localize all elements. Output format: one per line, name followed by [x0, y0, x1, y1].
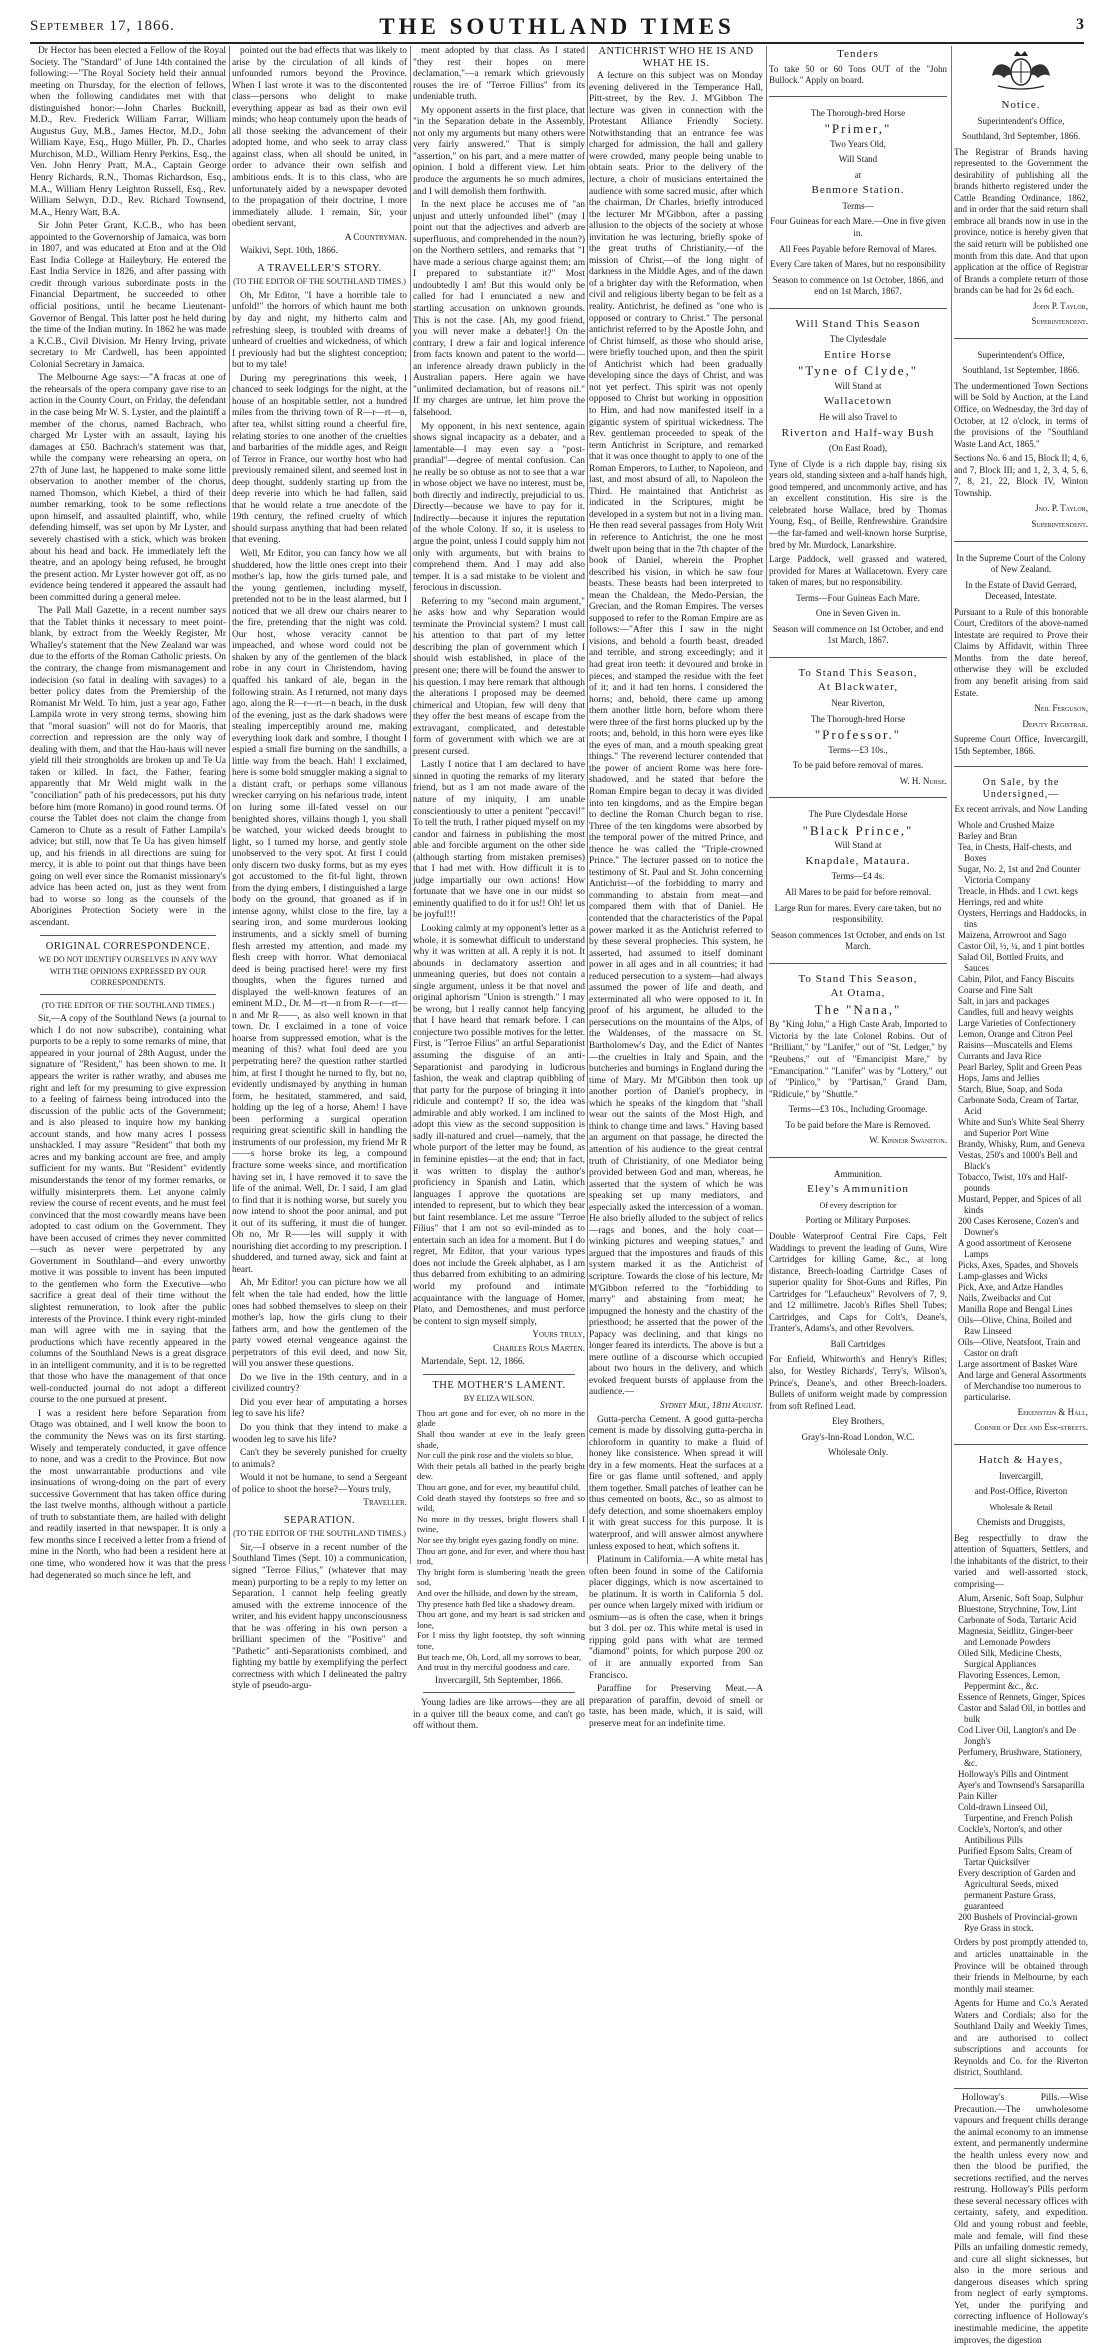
divider — [40, 935, 216, 936]
ad-text: Beg respectfully to draw the attention of Squatters, Settlers, and the inhabitants of the district, to their varied and well-assorted stock, comprising— — [954, 1532, 1088, 1589]
ad-line: Of every description for — [819, 1200, 897, 1210]
ad-text: By "King John," a High Caste Arab, Imported to Victoria by the late Colonel Robins. Out of "Brilliant," by "Lanifer," out of "St. Ledger," by "Reubens," out of "Emancipist Mare," by "Emancipation." "Lanifer" was by "Lottery," out of "Pinlico," by "Partisan," Grand Dam, "Ridicule," by "Shuttle." — [769, 1019, 947, 1099]
letter-closing: Yours truly, — [532, 1330, 585, 1341]
list-item: A good assortment of Kerosene Lamps — [958, 1237, 1072, 1259]
list-item: Vestas, 250's and 1000's Bell and Black's — [958, 1149, 1078, 1171]
notice-text: Pursuant to a Rule of this honorable Court, Creditors of the above-named Intestate are required to Prove their Claims by Affidavit, within Three Months from the date hereof, otherwise they will be excluded from any benefit arising from said Estate. — [954, 606, 1088, 698]
ad-line: To be paid before removal of mares. — [792, 760, 924, 771]
column-4 — [589, 46, 763, 1729]
notice-text: The Registrar of Brands having represented to the Government the desirability of publishing all the brands hitherto registered under the Cattle Branding Ordinance, 1862, and in order that the said return shall embrace all brands now in use in the province, notice is hereby given that the said return will be published one month from this date. And that upon application at the office of Registrar of Brands a complete return of those brands can be had for 2s 6d each. — [954, 146, 1088, 296]
poem-line: Thy bright form is slumbering 'neath the green sod, — [417, 1566, 585, 1588]
poem-title: THE MOTHER'S LAMENT. — [432, 1379, 566, 1391]
letter-paragraph: I was a resident here before Separation from Otago was obtained, and I well know the boon to the community the News was on its first starting. Wisely and temperately conducted, it gave offence to none, and was a credit to the Province. But now the most unwarrantable productions and vile insinuations of wrong-doing on the part of every successive Government that has taken office during the last twelve months, although without a particle of truth to substantiate them, are hailed with delight and readily inserted in that newspaper. It is only a few months since I received a letter from a friend of mine in the North, who had been a resident here at one time, who wondered how it was that the press had degenerated so much since he left, and — [30, 1408, 226, 1581]
ad-text: To take 50 or 60 Tons OUT of the "John Bullock." Apply on board. — [769, 63, 947, 86]
story-question: Did you ever hear of amputating a horses leg to save his life? — [232, 1397, 407, 1420]
poem-line: And over the hillside, and down by the stream, — [417, 1587, 578, 1598]
list-item: Oiled Silk, Medicine Chests, Surgical Appliances — [958, 1648, 1062, 1670]
ad-place: Invercargill, — [998, 1470, 1044, 1481]
ad-place: Benmore Station. — [811, 184, 905, 197]
ad-line: The Clydesdale — [829, 334, 887, 345]
list-item: Large assortment of Basket Ware — [958, 1358, 1078, 1369]
news-item-jamaica-governor: Sir John Peter Grant, K.C.B., who has been appointed to the Governorship of Jamaica, was born in 1807, and was educated at Eton and at the Old East India College at Haileybury. He entered the East India Service in 1826, and after passing with credit through various subordinate posts in the Financial Department, he succeeded to other official positions, until he became Lieutenant-Governor of Bengal. This latter post he held during the time of the Indian mutiny. In 1862 he was made a K.C.B., Civil Division. Mr Henry Irving, private secretary to Mr Cardwell, has been appointed Colonial Secretary in Jamaica. — [30, 221, 226, 370]
ad-text: Tyne of Clyde is a rich dapple bay, rising six years old, standing sixteen and a-half hands high, good tempered, and uncommonly active, and has an excellent constitution. His sire is the celebrated horse Wallace, bred by Thomas Young, Esq., of Beille, Renfrewshire. Grandsire—the far-famed and well-known horse Surprise, bred by Mr. Murdock, Lanarkshire. — [769, 458, 947, 550]
letter-paragraph: My opponent asserts in the first place, that "in the Separation debate in the Assembly, not only my arguments but many others were very fairly answered." That is simply "assertion," on his part, and a mere matter of opinion. I hold a different view. Let him produce the arguments he so much admires, and I will demolish them forthwith. — [413, 105, 585, 197]
letter-paragraph: Sir,—I observe in a recent number of the Southland Times (Sept. 10) a communication, signed "Terroe Filius," (whatever that may mean) purporting to be a reply to my letter on Separation. I cannot help feeling greatly amused with the extreme innocence of the writer, and his evident happy unconsciousness that he was offering in his own person a brilliant specimen of the "Positive" and "Pathetic" anti-Separationists combined, and fighting my battle by exemplifying the perfect correctness with which I delineated the paltry style of pseudo-argu- — [232, 1542, 407, 1692]
list-item: Maizena, Arrowroot and Sago — [958, 929, 1067, 940]
ad-line: He will also Travel to — [819, 412, 897, 423]
poem-line: Cold death stayed thy footsteps so free and so wild, — [417, 1492, 585, 1514]
notice-role: Superintendent. — [1031, 316, 1088, 327]
article-heading: A TRAVELLER'S STORY. — [257, 262, 382, 274]
list-item: Cod Liver Oil, Langton's and De Jongh's — [958, 1725, 1077, 1747]
column-rule — [229, 46, 230, 1564]
horse-name: "Professor." — [814, 727, 902, 743]
ad-text: For Enfield, Whitworth's and Henry's Rifles; also, for Westley Richards', Terry's, Wilson's, Prince's, Deane's, and other Breech-loaders. Bullets of uniform weight made by compression from soft Refined Lead. — [769, 1354, 947, 1411]
list-item: Coarse and Fine Salt — [958, 984, 1033, 995]
ad-terms: Terms—Four Guineas Each Mare. — [796, 592, 920, 603]
ad-line: Will Stand This Season — [795, 317, 921, 330]
list-item: Cockle's, Norton's, and other Antibilious Pills — [958, 1824, 1062, 1846]
list-item: Tea, in Chests, Half-chests, and Boxes — [958, 841, 1072, 863]
poem-line: But teach me, Oh, Lord, all my sorrows to bear, — [417, 1651, 582, 1662]
notice-office: Superintendent's Office, — [977, 115, 1065, 126]
column-rule — [587, 46, 588, 1564]
ad-professor — [769, 662, 947, 798]
ad-line: One in Seven Given in. — [815, 608, 901, 619]
list-item: Pick, Axe, and Adze Handles — [958, 1281, 1063, 1292]
poem-author: BY ELIZA WILSON. — [463, 1394, 535, 1404]
list-item: Hops, Jams and Jellies — [958, 1072, 1040, 1083]
poem-line: No more in thy tresses, bright flowers shall I twine, — [417, 1513, 585, 1535]
story-question: Would it not be humane, to send a Sergeant of police to shoot the horse?—Yours truly, — [232, 1473, 407, 1495]
poem-line: Nor cull the pink rose and the violets so blue, — [417, 1450, 574, 1461]
list-item: Purified Epsom Salts, Cream of Tartar Quicksilver — [958, 1846, 1073, 1868]
ad-firm: Eley Brothers, — [832, 1416, 884, 1427]
list-item: Alum, Arsenic, Soft Soap, Sulphur — [958, 1593, 1084, 1604]
poem-line: Thou art gone and for ever, oh no more in the glade — [417, 1407, 585, 1429]
column-2 — [232, 46, 407, 1692]
ad-line: The Pure Clydesdale Horse — [808, 809, 908, 820]
news-item-pall-mall: The Pall Mall Gazette, in a recent number says that the Tablet thinks it necessary to meet point-blank, by extract from the Weekly Register, Mr Whalley's statement that the New Zealand war was due to the efforts of the Roman Catholic priests. On the contrary, the change from mismanagement and indecision (so fatal in dealing with savages) to a better policy dates from the Premiership of the Romanist Mr Weld. To him, just a year ago, Father Lampila wrote in very strong terms, showing him that "moral suasion" will not do for Maoris, that correction and repression are the only way of dealing with them, and that the Hau-haus will never yield till their strongholds are broken up and Te Ua taken or killed. In fact, the Father, fearing apparently that Mr Weld might walk in the "conciliation" path of his predecessors, put his duty before him (more Romano) in good round terms. Of course the Tablet does not claim the change from Cameron to Chute as a result of Father Lampila's advice; but still, now that Te Ua has given himself up, and his friends in all directions are suing for mercy, it is able to point out that things have been going on well ever since the Romanist missionary's advice has been acted on, just as they went from bad to worse so long as the counsels of the Aborigines Protection Society were in the ascendant. — [30, 606, 226, 929]
letter-paragraph: My opponent, in his next sentence, again shows signal incapacity as a debater, and a lamentable—I may even say a "post-prandial"—degree of mental confusion. Can he really be so obtuse as not to see that a war in whose object we have no interest, must be, both directly and indirectly, prejudicial to us. Directly—because we have to pay for it. Indirectly—because it injures the reputation of the whole Colony. If so, it is useless to argue the point, unless I could supply him not only with arguments, but with brains to comprehend them. And I may add also temper. It is a sad mistake to be violent and ferocious in discussion. — [413, 421, 585, 594]
ad-line: All Fees Payable before Removal of Mares. — [779, 243, 937, 254]
editorial-disclaimer: WE DO NOT IDENTIFY OURSELVES IN ANY WAY WITH THE OPINIONS EXPRESSED BY OUR CORRESPONDENTS. — [38, 955, 218, 988]
sale-items-list — [954, 820, 1088, 1403]
list-item: Oysters, Herrings and Haddocks, in tins — [958, 907, 1087, 929]
article-heading: ANTICHRIST WHO HE IS AND WHAT HE IS. — [598, 46, 754, 69]
list-item: Ayer's and Townsend's Sarsaparilla — [958, 1780, 1085, 1791]
story-paragraph: Ah, Mr Editor! you can picture how we all felt when the tale had ended, how the little ones had sobbed themselves to sleep on their mother's lap, how the girls clung to their fathers arm, and how the gentlemen of the party vowed eternal vengeance against the perpetrators of this evil deed, and now Sir, will you answer these questions. — [232, 1278, 407, 1370]
list-item: Barley and Bran — [958, 830, 1017, 841]
list-item: Lamp-glasses and Wicks — [958, 1270, 1048, 1281]
ad-place: At Blackwater, — [817, 681, 899, 694]
column-rule — [766, 46, 767, 1564]
letter-paragraph: Looking calmly at my opponent's letter as a whole, it is somewhat difficult to understand why it was written at all. A reply it is not. It abounds in declamatory assertion and unmeaning queries, but does not contain a single argument, unless it be that novel and original aphorism "Union is strength." I may be wrong, but I really cannot help fancying that I have heard that remark before. I can conjecture two possible motives for the letter. First, is "Terroe Filius" an artful Separationist assuming the disguise of an anti-Separationist and parodying in ludicrous fashion, the weak and claptrap quibbling of that party for the purpose of bringing it into ridicule and contempt? If so, the idea was admirable and ably worked. I am inclined to adopt this view as the second supposition is sadly ill-natured and cruel—namely, that the whole purport of the letter may be found, as in feminine epistles—at the end; that in fact, it was written to display the author's proficiency in Spanish and Latin, which languages I approve the quotations are intended to represent, but to which they bear but faint resemblance. Let me assure "Terroe Filius" that I am not so evil-minded as to entertain such an idea for a moment. But I do regret, Mr Editor, that your various types does not include the Greek alphabet, as I am thus debarred from exhibiting to an admiring world my profound and intimate acquaintance with the language of Homer, Plato, and Demosthenes, and must perforce be content to sign myself simply, — [413, 924, 585, 1327]
list-item: Manilla Rope and Bengal Lines — [958, 1303, 1073, 1314]
ad-signature: W. Kinneir Swanston. — [869, 1135, 947, 1146]
poem-line: Nor see thy bright eyes gazing fondly on mine. — [417, 1535, 579, 1546]
letter-paragraph: Lastly I notice that I am declared to have sinned in quoting the remarks of my literary friend, but as I am not made aware of the nature of my iniquity, I am unable conscientiously to utter a penitent "peccavi!" To tell the truth, I rather piqued myself on my candor and fairness in publishing the most able and forcible argument on the other side (although starting from mistaken premises) that I had met with. How difficult it is to judge impartially our own actions! How fortunate that we have one in our midst so eminently qualified to do it for us!! Oh! let us be joyful!!! — [413, 760, 585, 921]
story-question: Can't they be severely punished for cruelty to animals? — [232, 1448, 407, 1470]
poem-line: And trust in thy merciful goodness and care. — [417, 1662, 570, 1673]
letter-paragraph: Referring to my "second main argument," he asks how and why Separation would terminate the Provincial system? I must call his attention to that part of my letter describing the plan of government which I should wish established, in place of the present one; there will be found the answer to his question. I may here remark that although the alterations I proposed may be deemed chimerical and Utopian, few will deny that they offer the best means of escape from the extravagant, complicated, and detestable form of government with which we are at present cursed. — [413, 596, 585, 757]
letter-paragraph: ment adopted by that class. As I stated "they rest their hopes on mere declamation,"—a remark which grievously rouses the ire of "Terroe Fillius" from its undeniable truth. — [413, 46, 585, 103]
story-question: Do we live in the 19th century, and in a civilized country? — [232, 1372, 407, 1395]
poem-line: Thy presence hath fled like a shadowy dream. — [417, 1598, 575, 1609]
ad-line: Wholesale Only. — [828, 1447, 888, 1458]
ad-terms: Terms—£3 10s., Including Groomage. — [788, 1104, 928, 1115]
ad-line: Every Care taken of Mares, but no responsibility — [770, 259, 946, 270]
ad-place: Riverton and Half-way Bush — [781, 426, 935, 439]
ad-line: Season to commence on 1st October, 1866, and end on 1st March, 1867. — [772, 274, 944, 297]
list-item: Flavoring Essences, Lemon, Peppermint &c., &c. — [958, 1670, 1060, 1692]
divider — [423, 1692, 575, 1693]
list-item: 200 Bushels of Provincial-grown Rye Grass in stock. — [958, 1912, 1078, 1934]
ad-line: Porting or Military Purposes. — [805, 1215, 911, 1226]
notice-date: Southland, 3rd September, 1866. — [961, 131, 1081, 142]
news-item-gutta-percha: Gutta-percha Cement. A good gutta-percha cement is made by dissolving gutta-percha in chloroform in quantity to make a fluid of honey like consistence. When spread it will dry in a few moments. Heat the surfaces at a fire or gas flame until softened, and apply them together. Small patches of leather can be thus cemented on boots, &c., so as almost to defy detection, and some shoemakers employ it with great success for this purpose. It is waterproof, and will answer almost anywhere unless exposed to heat, which softens it. — [589, 1414, 763, 1552]
list-item: Candles, full and heavy weights — [958, 1006, 1074, 1017]
list-item: Large Varieties of Confectionery — [958, 1017, 1076, 1028]
list-item: Herrings, red and white — [958, 896, 1043, 907]
notice-brands — [954, 94, 1088, 339]
news-item-opera-fracas: The Melbourne Age says:—"A fracas at one of the rehearsals of the opera company gave rise to an action in the County Court, on Friday, the defendant in the case being Mr W. S. Lyster, and the plaintiff a member of the chorus, named Bachrach, who charged Mr Lyster with an assault, laying his damages at £50. Bachrach's statement was that, while the company were rehearsing an opera, on 27th of June last, he happened to make some little observation to another member of the chorus, named Thomson, which Kiebel, a third of their number remarking, took to be some reflections upon himself, and assaulted plaintiff, who, while defending himself, was set upon by Mr Lyster, and severely chastised with a stick, which was broken about his head and back. He immediately left the theatre, and an apology being refused, he brought the present action. Mr Lyster however got off, as no evidence being tendered it appeared the assault had been committed during a general melee. — [30, 373, 226, 603]
ad-firm: Hatch & Hayes, — [978, 1453, 1064, 1466]
letter-signature: A Countryman. — [344, 232, 407, 243]
ad-line: To be paid before the Mare is Removed. — [785, 1119, 931, 1130]
list-item: Every description of Garden and Agricultural Seeds, mixed permanent Pasture Grass, guaranteed — [958, 1868, 1076, 1912]
ad-line: Entire Horse — [824, 348, 892, 361]
notice-signature: Neil Ferguson, — [1034, 703, 1088, 714]
ad-line: The Thorough-bred Horse — [810, 713, 906, 724]
ad-text: Orders by post promptly attended to, and articles unattainable in the Province will be obtained through their friends in Melbourne, by each monthly mail steamer. — [954, 1937, 1088, 1994]
ad-terms: Terms—£4 4s. — [831, 871, 885, 882]
ad-place: Knapdale, Mataura. — [805, 854, 911, 867]
ad-nana — [769, 968, 947, 1158]
ad-line: Ex recent arrivals, and Now Landing — [954, 804, 1088, 815]
ad-line: Large Run for mares. Every care taken, but no responsibility. — [774, 902, 942, 925]
letter-paragraph: Sir,—A copy of the Southland News (a journal to which I do not now subscribe), containing what purports to be a reply to some remarks of mine, that appeared in your journal of 28th August, under the signature of "Resident," has been shown to me. It appears the writer is rather wrathy, and abuses me right and left for my presuming to give expression to a feeling of fairness being introduced into the discussion of the public acts of the Government; and is also pleased to inquire how my banking account stands, and how many acres I possess unshackled. I may assure "Resident" that both my acres and my banking account are free, and amply sufficient for my wants. But "Resident" evidently misunderstands the tenor of my former remarks, or wilfully misinterprets them. Let anyone calmly review the course of recent events, and he must feel convinced that the most cowardly means have been adopted to cast odium on the Government. They have been accused of crimes they never committed—such as never were perpetrated by any Government in Southland—and every unworthy motive it was possible to invent has been imputed to the gentlemen who form the Executive—who sacrifice a great deal of their time without the slightest remuneration, to look after the public interests of the Province. I think every right-minded man will agree with me in saying that the productions which have recently appeared in the columns of the Southland News is a great disgrace in an intelligent community, and it is to be regretted that those who have the management of that once well-conducted journal do not adopt a different course to the one pursued at present. — [30, 1014, 226, 1406]
list-item: Starch, Blue, Soap, and Soda — [958, 1083, 1063, 1094]
list-item: Whole and Crushed Maize — [958, 819, 1055, 830]
list-item: Castor Oil, ½, ¼, and 1 pint bottles — [958, 940, 1085, 951]
letter-address: (TO THE EDITOR OF THE SOUTHLAND TIMES.) — [41, 1000, 215, 1010]
story-paragraph: Well, Mr Editor, you can fancy how we all shuddered, how the little ones crept into their mother's lap, how the girls turned pale, and the young gentlemen, including myself, pretended not to be in the least alarmed, but I noticed that we all drew our chairs nearer to the fire, pretending that the night was cold. Our host, whose veracity cannot be impeached, and whose word could not be shaken by any of the gentlemen of the black robe in any court in Christendom, having quaffed his tankard of ale, began in the following strain. As I returned, not many days ago, along the R—r—rt—n beach, in the dusk of the evening, just as the dark shadows were stealing imperceptibly around me, making everything look dark and sombre, I thought I espied a small fire burning on the sandhills, a little way from the beach. Hah! I exclaimed, here is some bold smuggler making a signal to a distant craft, or perhaps some villanous wrecker carrying on his nefarious trade, intent on luring some ill-fated vessel on our benighted shores, villains though I, you shall be watched, your wicked deeds brought to light, so I turned my horse, and gently stole unobserved to the very spot. At first I could only discern two dusky forms, but as my eyes got accustomed to the fit-ful light, thrown from the dying embers, I distinguished a large body on the ground, that groaned as if in intense agony, whilst close to the fire, lay a searing iron, and some murderous looking instruments, and a sickly smell of burning flesh arrested my attention, and made my flesh creep with horror. What demoniacal deed is being practised here! were my first thoughts, when the figures turned and displayed the well-known features of an eminent M.D., Dr. M—rt—n from R—r—rt—n and Mr R——, as also well known in that town. Dr. I exclaimed in a tone of voice hoarse from suppressed emotion, what is the meaning of this? what foul deed are you perpetrating here? the question rather startled him, at first I thought he turned to fly, but no, evidently undismayed by anything in human form, he hesitated, stammered, and said, holding up the leg of a horse, Ahem! I have been performing a surgical operation requiring great scientific skill in handling the instruments of our profession, my friend Mr R——s horse broke its leg, a compound fracture some weeks since, and mortification having set in, I have removed it to save the life of the animal. Well, Dr. I said, I am glad to find that it is nothing worse, but surely you now intend to shoot the poor animal, and put it out of its suffering, it must die of hunger. Oh no, Mr R——les will supply it with nourishing diet according to my prescription. I shuddered, and turned away, sick and faint at heart. — [232, 548, 407, 1275]
list-item: Oils—Olive, China, Boiled and Raw Linseed — [958, 1314, 1072, 1336]
list-item: Carbonate Soda, Cream of Tartar, Acid — [958, 1094, 1079, 1116]
column-rule — [951, 46, 952, 1564]
horse-name: "Primer," — [824, 121, 892, 137]
list-item: Holloway's Pills and Ointment — [958, 1769, 1069, 1780]
list-item: Perfumery, Brushware, Stationery, &c. — [958, 1747, 1083, 1769]
notice-supreme-court — [954, 546, 1088, 768]
poem-line: With their petals all bathed in the pearly bright dew. — [417, 1460, 585, 1482]
list-item: 200 Cases Kerosene, Cozen's and Downer's — [958, 1215, 1079, 1237]
ad-line: Will Stand at — [834, 380, 882, 391]
ad-line: Two Years Old, — [830, 138, 886, 149]
ad-text: Double Waterproof Central Fire Caps, Felt Waddings to prevent the leading of Guns, Wire Cartridges for killing Game, &c., at long distance, Breech-loading Cartridge Cases of superior quality for Shot-Guns and Rifles, Pin Cartridges for "Lefaucheux" Revolvers of 7, 9, and 12 millimetre. Jacob's Rifles Shell Tubes; Cartridges, and Caps for Colt's, Deane's, Tranter's, Adams's, and other Revolvers. — [769, 1231, 947, 1334]
ad-line: Wholesale & Retail — [989, 1502, 1053, 1512]
divider — [40, 994, 216, 995]
notice-role: Superintendent. — [1031, 518, 1088, 529]
chemist-items-list — [954, 1593, 1088, 1934]
list-item: Nails, Zweibacks and Cut — [958, 1292, 1051, 1303]
notice-office: Supreme Court Office, Invercargill, 15th September, 1866. — [954, 734, 1088, 756]
news-item-royal-society: Dr Hector has been elected a Fellow of the Royal Society. The "Standard" of June 14th contained the following:—"The Royal Society held their annual meeting on Thursday, for the election of fellows, when the following candidates met with that distinguished honor:—John Charles Bucknill, M.D., Rev. Frederick William Farrar, William Augustus Guy, M.B., James Hector, M.D., John William Kaye, Esq., Hugo Müller, Ph. D., Charles Murchison, M.D., William Henry Perkins, Esq., the Ven. John Henry Pratt, M.A., Captain George Henry Richards, R.N., Thomas Richardson, Esq., M.A., William Henry Leighton Russell, Esq., Rev. William Selwyn, D.D., Rev. Richard Townsend, M.A., Henry Watt, B.A. — [30, 46, 226, 218]
list-item: Treacle, in Hhds. and 1 cwt. kegs — [958, 885, 1078, 896]
poem-line: Thou art gone, and my heart is sad stricken and lone, — [417, 1609, 585, 1630]
notice-title: Notice. — [1001, 99, 1041, 111]
page-number: 3 — [1076, 16, 1084, 33]
poem-line: For I miss thy light footstep, thy soft winning tone, — [417, 1630, 585, 1651]
notice-signature: John P. Taylor, — [1033, 300, 1088, 311]
list-item: Currants and Java Rice — [958, 1050, 1042, 1061]
notice-text: The undermentioned Town Sections will be Sold by Auction, at the Land Office, on Wednesday, the 3rd day of October, at 12 o'clock, in terms of the provisions of the "Southland Waste Land Act, 1865." — [954, 380, 1088, 449]
notice-title: In the Supreme Court of the Colony of New Zealand. — [956, 552, 1086, 575]
ad-heading: On Sale, by the Undersigned,— — [982, 777, 1060, 800]
ad-line: (On East Road), — [828, 443, 888, 454]
list-item: Salt, in jars and packages — [958, 995, 1050, 1006]
list-item: Essence of Rennets, Ginger, Spices — [958, 1692, 1086, 1703]
ad-place: Wallacetown — [823, 395, 893, 408]
ad-address: Gray's-Inn-Road London, W.C. — [801, 1431, 915, 1442]
ad-eley-ammunition — [769, 1162, 947, 1469]
list-item: Bluestone, Strychnine, Tow, Lint — [958, 1604, 1077, 1615]
article-source: Sydney Mail, 18th August. — [660, 1400, 763, 1411]
poem-line: Shall thou wander at eve in the leafy green shade, — [417, 1429, 585, 1450]
letter-paragraph: pointed out the bad effects that was likely to arise by the circulation of all kinds of unfounded rumors beyond the Province. When I last wrote it was to the discontented class—persons who delight to make everything appear as bad as their own evil minds; who heap contumely upon the heads of all those seeking the advancement of their adopted home, and who seek to array class against class, when all should be united, in order to advance their own selfish and ambitious ends. It is to this class, who are unfortunately aided by a newspaper devoted to the propagation of their doctrine, I more immediately allude. I remain, Sir, your obedient servant, — [232, 46, 407, 230]
ad-line: Will Stand at — [834, 840, 882, 851]
notice-signature: Jno. P. Taylor, — [1035, 503, 1088, 514]
story-paragraph: During my peregrinations this week, I chanced to seek lodgings for the night, at the house of an hospitable settler, not a hundred miles from the thriving town of R—r—rt—n, after tea, whilst sitting round a cheerful fire, relating stories to one another of the cruelties and barbarities of the middle ages, and Reign of Terror in France, our worthy host who had previously remained silent, and seemed lost in deep thought, suddenly starting up from the deep reverie into which he had fallen, said that he would relate a true anecdote of the 19th century, the refined cruelty of which should surpass anything that had been related that evening. — [232, 373, 407, 546]
news-item-arrows: Young ladies are like arrows—they are all in a quiver till the beaux come, and can't go off without them. — [413, 1698, 585, 1732]
list-item: White and Sun's White Seal Sherry and Superior Port Wine — [958, 1116, 1085, 1138]
ad-place: and Post-Office, Riverton — [974, 1486, 1068, 1497]
letter-paragraph: In the next place he accuses me of "an unjust and utterly unfounded libel" (may I point out that the adjectives and adverb are superfluous, and comprehended in the noun?) on the Northern settlers, and remarks that "I have made a serious charge against them; am I prepared to substantiate it?" Most undoubtedly I am! But this would only be called for had I enunciated a new and startling accusation on unknown grounds. This is not the case. [Ah, my good friend, you will never make a debater!] On the contrary, I drew a fair and logical inference from facts known and patent to the world—an inference already drawn publicly in the Australian papers. Here again we have "unlimited declamation, but of reasons nil." If my charges are untrue, let him prove the falsehood. — [413, 200, 585, 418]
ad-primer — [769, 101, 947, 309]
ad-terms: Four Guineas for each Mare.—One in five given in. — [770, 216, 946, 239]
poem-place-date: Invercargill, 5th September, 1866. — [434, 1675, 564, 1686]
list-item: Carbonate of Soda, Tartaric Acid — [958, 1615, 1077, 1626]
list-item: Tobacco, Twist, 10's and Half-pounds — [958, 1171, 1068, 1193]
ad-text: Agents for Hume and Co.'s Aerated Waters and Cordials; also for the Southland Daily and Weekly Times, and are authorised to collect subscriptions and accounts for Reynolds and Co. for the Riverton district, Southland. — [954, 1998, 1088, 2078]
ad-text: Large Paddock, well grassed and watered, provided for Mares at Wallacetown. Every care taken of mares, but no responsibility. — [769, 554, 947, 588]
notice-estate: In the Estate of David Gerrard, Deceased, Intestate. — [965, 579, 1077, 602]
notice-office: Superintendent's Office, — [977, 349, 1065, 360]
column-3 — [413, 46, 585, 1732]
ad-hatch-hayes — [954, 1449, 1088, 2089]
divider — [423, 1374, 575, 1375]
list-item: Pain Killer — [958, 1791, 998, 1802]
letter-address: (TO THE EDITOR OF THE SOUTHLAND TIMES.) — [233, 277, 406, 287]
ad-holloway-pills: Holloway's Pills.—Wise Precaution.—The unwholesome vapours and frequent chills derange the animal economy to an immense extent, and permanently undermine the health unless every now and then the blood be purified, the secretions rectified, and the nerves restrung. Holloway's Pills perform these several necessary offices with certainty, safety, and expedition. Old and young robust and feeble, male and female, will find these Pills an unfailing domestic remedy, and cure all slight sicknesses, but also in the more serious and dangerous diseases which spring from neglect of early symptoms. Yet, under the purifying and correcting influence of Holloway's inestimable medicine, the appetite improves, the digestion — [954, 2093, 1088, 2346]
story-question: Do you think that they intend to make a wooden leg to save his life? — [232, 1422, 407, 1445]
notice-text: Sections No. 6 and 15, Block II; 4, 6, and 7, Block III; and 1, 2, 3, 4, 5, 6, 7, 8, 21, 22, Block IV, Winton Township. — [954, 453, 1088, 498]
story-paragraph: Oh, Mr Editor, "I have a horrible tale to unfold!" the horrors of which haunt me both by day and night, my hitherto calm and refreshing sleep, is troubled with dreams of unheard of cruelties and wickedness, of which I previously had but the slightest conception; but to my tale! — [232, 290, 407, 371]
letter-signature: Charles Rous Marten. — [492, 1343, 585, 1354]
ad-line: Will Stand — [838, 154, 878, 165]
issue-date: September 17, 1866. — [30, 18, 175, 34]
poem-body — [413, 1408, 585, 1673]
article-heading: SEPARATION. — [283, 1514, 356, 1526]
column-1 — [30, 46, 226, 1581]
horse-name: "Black Prince," — [802, 822, 914, 838]
list-item: Cold-drawn Linseed Oil, Turpentine, and French Polish — [958, 1802, 1073, 1824]
column-5 — [769, 46, 947, 1564]
poem-line: Thou art gone, and for ever, my beautiful child, — [417, 1482, 581, 1493]
ad-terms-heading: Terms— — [842, 200, 874, 211]
ad-line: Near Riverton, — [831, 697, 885, 708]
ad-signature: W. H. Nurse. — [899, 775, 947, 786]
newspaper-title: THE SOUTHLAND TIMES — [379, 14, 735, 39]
ad-on-sale — [954, 771, 1088, 1445]
article-paragraph: A lecture on this subject was on Monday evening delivered in the Temperance Hall, Pitt-street, by the Rev. J. M'Gibbon The lecture was given in connection with the Protestant Alliance Friendly Society. Notwithstanding that an entrance fee was charged for admission, the hall and gallery were crowded, many people being unable to obtain seats. Prior to the delivery of the lecture, a choir of musicians entertained the audience with some sacred music, after which the chairman, Dr Charles, briefly introduced the lecturer Mr M'Gibbon, after a passing allusion to the objects of the society at whose invitation he was lecturing, briefly spoke of the great truths of Christianity,—of the mission of Christ,—of the long night of darkness in the Middle Ages, and of the dawn of a brighter day with the Reformation, when civil and religious liberty began to be felt as a reality. Antichrist, he defined as "one who is opposed or contrary to Christ." The personal antichrist referred to by the Apostle John, and of Christ himself, as those who should arise, were briefly touched upon, and then the spirit of Antichrist which had been gradually developing since the days of Christ, and was not yet perfect. This spirit was not openly opposed to Christ but working in opposition to Him, and had now manifested itself in a gigantic system of spiritual wickedness. The Rev. gentleman proceeded to speak of the term Antichrist in Scripture, and remarked that it was once thought to apply to one of the Roman Emperors, to Luther, to Napoleon, and last, and most absurd of all, to Napoleon the Third. He maintained that Antichrist as indicated in the Scriptures, might be developed in a system but not in a living man. He then read several passages from Holy Writ in reference to Antichrist, the one he most dwelt upon being that in the 7th chapter of the book of Daniel, wherein the Prophet described his vision, in which he saw four beasts. These beasts had been interpreted to mean the Chaldean, the Medo-Persian, the Grecian, and the Roman Empires. The verses supposed to refer to the Roman Empire are as follows:—"After this I saw in the night visions, and behold a fourth beast, dreaded and terrible, and strong exceedingly; and it had great iron teeth: it devoured and broke in pieces, and stamped the residue with the feet of it; and it had ten horns. I considered the horns; and, behold, there came up among them another little horn, before whom there were three of the first horns plucked up by the roots; and, behold, in this horn were eyes like the eyes of man, and a mouth speaking great things." The reverend lecturer contended that the power of ancient Rome was here fore-shadowed, and he stated that before the Roman Empire began to decay it was divided into ten kingdoms, and as the Empire began to decline the Roman Church began to rise. Three of the ten kingdoms were absorbed by the temporal power of the mitred Prince, and thence he was called the "Triple-crowned Prince." The lecturer passed on to notice the testimony of St. Paul and St. John concerning Antichrist—of the forbidding to marry and commanding to abstain from meat—and compared them with that of Daniel. He contended that the characteristics of the Papal power marked it as the Antichrist referred to by these several prophecies. This system, he asserted, had assumed to itself dominant power in all ages and in all countries; it had reduced persecution to a system—had always assumed the power of life and death, and exterminated all who were opposed to it. In proof of his argument, he alluded to the persecutions on the mountains of the Alps, of the Waldenses, of the massacre on St. Bartholomew's Day, and the Edict of Nantes—the cruelties in Italy and Spain, and the butcheries and burnings in England during the time of Mary. Mr M'Gibbon then took up another portion of Daniel's prophecy, in which he speaks of the kingdom that "shall wear out the saints of the Most High, and think to change time and laws." Having based an argument on that passage, he directed the attention of his audience to the great central truth of Christianity, of one Mediator being provided between God and man, whereas, he asserted that the system of which he was speaking set up many mediators, and especially asked the intercession of a woman. He also briefly alluded to the subject of relics—rags and bones, and the holy coat—winking pictures and weeping statues," and argued that the impostures and frauds of this system marked it as the Antichrist of scripture. Towards the close of his lecture, Mr M'Gibbon referred to the "forbidding to marry" and abstaining from meat; he impugned the honesty and the chastity of the priesthood; he asserted that the power of the Papacy was declining, and that kings no longer feared its interdicts. The above is but a mere outline of a discourse which occupied about two hours in the delivery, and which evoked frequent bursts of applause from the audience.— — [589, 71, 763, 1398]
ad-signature: Eekenstein & Hall, — [1017, 1406, 1088, 1417]
horse-name: "Tyne of Clyde," — [797, 363, 919, 379]
ad-line: at — [854, 169, 862, 180]
ad-line: All Mares to be paid for before removal. — [785, 886, 931, 897]
list-item: Magnesia, Seidlitz, Ginger-beer and Lemonade Powders — [958, 1626, 1073, 1648]
list-item: Raisins—Muscatells and Elems — [958, 1039, 1073, 1050]
notice-town-sections — [954, 343, 1088, 542]
horse-name: The "Nana," — [814, 1001, 902, 1017]
list-item: Cabin, Pilot, and Fancy Biscuits — [958, 973, 1074, 984]
letter-place-date: Martendale, Sept. 12, 1866. — [421, 1357, 525, 1368]
letter-signature: Traveller. — [363, 1498, 407, 1509]
list-item: Lemon, Orange and Citron Peel — [958, 1028, 1073, 1039]
ad-brand: Eley's Ammunition — [807, 1183, 909, 1196]
royal-crest-icon — [986, 48, 1056, 90]
letter-place-date: Waikivi, Sept. 10th, 1866. — [240, 246, 338, 257]
list-item: Picks, Axes, Spades, and Shovels — [958, 1259, 1079, 1270]
list-item: Salad Oil, Bottled Fruits, and Sauces — [958, 951, 1064, 973]
poem-line: Thou art gone, and for ever, and where thou hast trod, — [417, 1545, 585, 1567]
ad-heading: Ammunition. — [833, 1168, 883, 1179]
news-item-paraffine: Paraffine for Preserving Meat.—A preparation of paraffin, devoid of smell or taste, has been made, which, it is said, will preserve meat for an indefinite time. — [589, 1684, 763, 1729]
ad-line: Chemists and Druggists, — [976, 1517, 1066, 1528]
column-6 — [954, 46, 1088, 2346]
ad-line: Season will commence on 1st October, and end 1st March, 1867. — [772, 623, 944, 646]
ad-line: Season commences 1st October, and ends on 1st March. — [770, 929, 946, 952]
list-item: Brandy, Whisky, Rum, and Geneva — [958, 1138, 1085, 1149]
column-rule — [410, 46, 411, 1564]
news-item-platinum: Platinum in California.—A white metal has often been found in some of the California placer diggings, which is now ascertained to be platinum. It is worth in California 5 dol. per ounce when largely mixed with iridium or osmium—as is often the case, when it brings but 3 dol. per oz. This white metal is used in ripping gold pans with what are termed "diamond" points, for which purpose 200 oz of it are annually exported from San Francisco. — [589, 1555, 763, 1681]
ad-address: Corner of Dee and Esk-streets. — [974, 1422, 1088, 1433]
ad-line: To Stand This Season, — [798, 666, 918, 679]
ad-line: Ball Cartridges — [830, 1338, 886, 1349]
ad-tenders — [769, 46, 947, 97]
list-item: And large and General Assortments of Merchandise too numerous to particularise. — [958, 1369, 1087, 1402]
notice-date: Southland, 1st September, 1866. — [962, 365, 1080, 376]
list-item: Castor and Salad Oil, in bottles and bulk — [958, 1703, 1086, 1725]
list-item: Pearl Barley, Split and Green Peas — [958, 1061, 1082, 1072]
ad-terms: Terms—£3 10s., — [828, 744, 888, 755]
ad-place: At Otama, — [830, 987, 886, 1000]
section-heading: ORIGINAL CORRESPONDENCE. — [45, 940, 211, 952]
list-item: Oils—Olive, Neatsfoot, Train and Castor on draft — [958, 1336, 1081, 1358]
list-item: Sugar, No. 2, 1st and 2nd Counter Victoria Company — [958, 863, 1081, 885]
ad-tyne-of-clyde — [769, 313, 947, 658]
letter-address: (TO THE EDITOR OF THE SOUTHLAND TIMES.) — [233, 1529, 406, 1539]
list-item: Mustard, Pepper, and Spices of all kinds — [958, 1193, 1082, 1215]
ad-line: To Stand This Season, — [798, 972, 918, 985]
notice-role: Deputy Registrar. — [1022, 718, 1088, 729]
ad-black-prince — [769, 802, 947, 963]
ad-line: The Thorough-bred Horse — [810, 107, 906, 118]
masthead — [30, 12, 1084, 44]
ad-heading: Tenders — [837, 48, 879, 60]
